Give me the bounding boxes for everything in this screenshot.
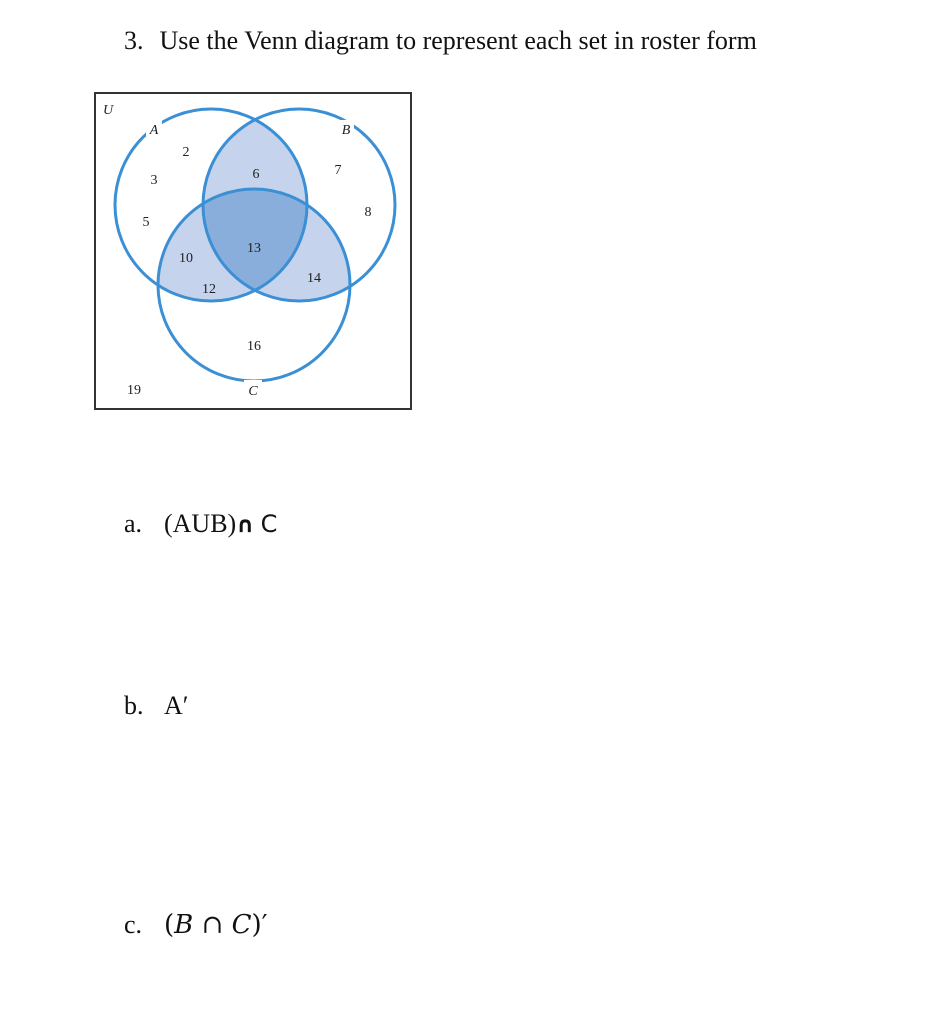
- element-6: 6: [252, 167, 260, 182]
- element-8: 8: [364, 205, 372, 220]
- venn-svg: [94, 92, 412, 410]
- part-b: [124, 691, 188, 721]
- venn-diagram: [94, 92, 412, 410]
- element-10: 10: [179, 251, 193, 266]
- question-number: 3.: [124, 26, 144, 55]
- set-label-a: A: [149, 123, 159, 138]
- element-19: 19: [127, 383, 141, 398]
- part-a-letter: a.: [124, 509, 143, 538]
- part-a-expr-left: (AUB): [164, 509, 237, 538]
- element-3: 3: [150, 173, 158, 188]
- part-a-expr-right: C: [260, 510, 278, 538]
- universe-label: U: [102, 103, 114, 118]
- part-c: [124, 910, 268, 940]
- part-c-expr: (B ∩ C)′: [164, 910, 268, 940]
- part-a-intersection-symbol: ∩: [236, 513, 255, 538]
- element-16: 16: [247, 339, 261, 354]
- part-b-expr: A′: [164, 691, 189, 720]
- element-12: 12: [202, 282, 216, 297]
- element-13: 13: [247, 241, 261, 256]
- set-label-c: C: [248, 384, 258, 399]
- part-b-letter: b.: [124, 691, 144, 720]
- question-title: [124, 26, 757, 56]
- question-text: Use the Venn diagram to represent each set in roster form: [159, 26, 757, 55]
- part-c-letter: c.: [124, 910, 143, 939]
- set-label-b: B: [341, 123, 351, 138]
- element-5: 5: [142, 215, 150, 230]
- element-7: 7: [334, 163, 342, 178]
- element-2: 2: [182, 145, 190, 160]
- part-a: [124, 509, 277, 539]
- element-14: 14: [307, 271, 321, 286]
